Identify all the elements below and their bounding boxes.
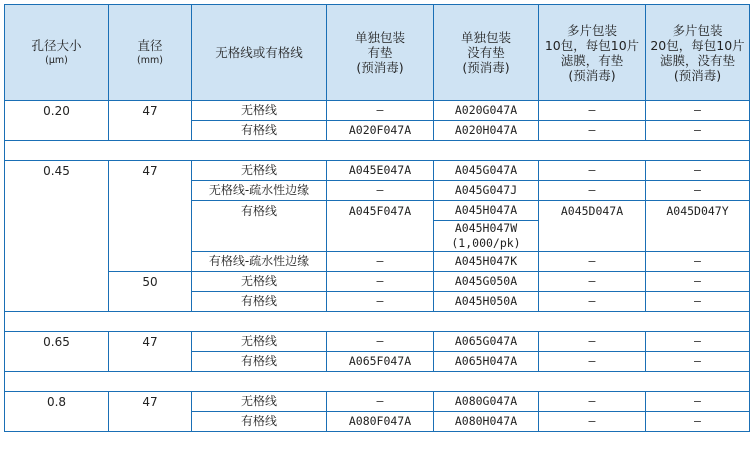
header-label: 滤膜，没有垫 <box>659 52 735 68</box>
multi20-cell: – <box>646 392 750 412</box>
multi20-cell: – <box>646 121 750 141</box>
grid-cell: 无格线 <box>192 332 327 352</box>
product-table <box>4 4 750 432</box>
single-nopad-cell: A065G047A <box>434 332 539 352</box>
spacer-row <box>5 312 750 332</box>
header-label: (预消毒) <box>462 60 510 75</box>
header-multi-20 <box>646 5 750 101</box>
single-nopad-extra-cell <box>434 221 539 252</box>
single-nopad-cell: A045G047A <box>434 161 539 181</box>
header-multi-10 <box>539 5 646 101</box>
multi10-cell: – <box>539 252 646 272</box>
grid-cell: 有格线 <box>192 352 327 372</box>
single-nopad-cell: A020G047A <box>434 101 539 121</box>
header-grid <box>192 5 327 101</box>
table-row <box>5 161 750 181</box>
table-row <box>5 332 750 352</box>
header-unit: (mm) <box>137 54 163 66</box>
multi20-cell: A045D047Y <box>646 201 750 252</box>
single-pad-cell: – <box>327 332 434 352</box>
grid-cell: 有格线-疏水性边缘 <box>192 252 327 272</box>
multi20-cell: – <box>646 292 750 312</box>
grid-cell: 无格线 <box>192 161 327 181</box>
header-label: (预消毒) <box>568 67 616 83</box>
multi10-cell: – <box>539 392 646 412</box>
multi10-cell: – <box>539 101 646 121</box>
multi10-cell: – <box>539 352 646 372</box>
single-pad-cell: – <box>327 392 434 412</box>
grid-cell: 有格线 <box>192 292 327 312</box>
single-nopad-cell: A045G050A <box>434 272 539 292</box>
pack-quantity: (1,000/pk) <box>451 236 521 250</box>
header-label: 没有垫 <box>467 45 505 60</box>
multi20-cell: – <box>646 161 750 181</box>
pore-size-cell: 0.8 <box>5 392 109 432</box>
multi10-cell: – <box>539 181 646 201</box>
grid-cell: 有格线 <box>192 412 327 432</box>
table-row <box>5 272 750 292</box>
header-label: 单独包装 <box>354 30 405 45</box>
multi10-cell: A045D047A <box>539 201 646 252</box>
header-label: 20包，每包10片 <box>650 37 745 53</box>
single-pad-cell: A045F047A <box>327 201 434 252</box>
header-row <box>5 5 750 101</box>
header-label: 单独包装 <box>460 30 511 45</box>
header-label: (预消毒) <box>356 60 404 75</box>
multi20-cell: – <box>646 272 750 292</box>
grid-cell: 无格线 <box>192 272 327 292</box>
header-label: 孔径大小 <box>31 37 82 53</box>
grid-cell: 无格线 <box>192 392 327 412</box>
multi20-cell: – <box>646 252 750 272</box>
single-nopad-cell: A045H047A <box>434 201 539 221</box>
single-pad-cell: A065F047A <box>327 352 434 372</box>
multi20-cell: – <box>646 101 750 121</box>
pore-size-cell: 0.45 <box>5 161 109 312</box>
pore-size-cell: 0.65 <box>5 332 109 372</box>
grid-cell: 有格线 <box>192 201 327 252</box>
multi10-cell: – <box>539 292 646 312</box>
multi20-cell: – <box>646 332 750 352</box>
table-row <box>5 101 750 121</box>
single-pad-cell: – <box>327 181 434 201</box>
single-pad-cell: – <box>327 101 434 121</box>
single-pad-cell: A080F047A <box>327 412 434 432</box>
header-diameter <box>109 5 192 101</box>
multi10-cell: – <box>539 412 646 432</box>
single-pad-cell: – <box>327 272 434 292</box>
header-label: (预消毒) <box>673 67 722 83</box>
spacer-cell <box>5 141 750 161</box>
header-single-nopad <box>434 5 539 101</box>
part-number: A045H047W <box>454 221 518 235</box>
single-nopad-cell: A080G047A <box>434 392 539 412</box>
header-single-pad <box>327 5 434 101</box>
header-label: 多片包装 <box>672 22 723 38</box>
multi20-cell: – <box>646 181 750 201</box>
single-nopad-cell: A065H047A <box>434 352 539 372</box>
header-label: 有垫 <box>367 45 393 60</box>
header-unit: (μm) <box>45 54 68 66</box>
header-label: 多片包装 <box>566 22 617 38</box>
grid-cell: 无格线 <box>192 101 327 121</box>
header-label: 直径 <box>137 37 163 53</box>
single-nopad-cell: A045H050A <box>434 292 539 312</box>
diameter-cell: 47 <box>109 161 192 272</box>
single-pad-cell: A020F047A <box>327 121 434 141</box>
single-pad-cell: A045E047A <box>327 161 434 181</box>
header-label: 滤膜，有垫 <box>560 52 624 68</box>
spacer-row <box>5 372 750 392</box>
multi20-cell: – <box>646 412 750 432</box>
single-pad-cell: – <box>327 252 434 272</box>
single-nopad-cell: A045G047J <box>434 181 539 201</box>
single-pad-cell: – <box>327 292 434 312</box>
diameter-cell: 47 <box>109 392 192 432</box>
pore-size-cell: 0.20 <box>5 101 109 141</box>
single-nopad-cell: A080H047A <box>434 412 539 432</box>
single-nopad-cell: A045H047K <box>434 252 539 272</box>
single-nopad-cell: A020H047A <box>434 121 539 141</box>
spacer-row <box>5 141 750 161</box>
multi10-cell: – <box>539 121 646 141</box>
multi10-cell: – <box>539 332 646 352</box>
multi10-cell: – <box>539 161 646 181</box>
header-label: 无格线或有格线 <box>215 45 303 60</box>
grid-cell: 无格线-疏水性边缘 <box>192 181 327 201</box>
diameter-cell: 47 <box>109 332 192 372</box>
table-row <box>5 392 750 412</box>
header-label: 10包，每包10片 <box>544 37 640 53</box>
multi10-cell: – <box>539 272 646 292</box>
grid-cell: 有格线 <box>192 121 327 141</box>
spacer-cell <box>5 312 750 332</box>
header-pore-size <box>5 5 109 101</box>
diameter-cell: 50 <box>109 272 192 312</box>
multi20-cell: – <box>646 352 750 372</box>
diameter-cell: 47 <box>109 101 192 141</box>
spacer-cell <box>5 372 750 392</box>
